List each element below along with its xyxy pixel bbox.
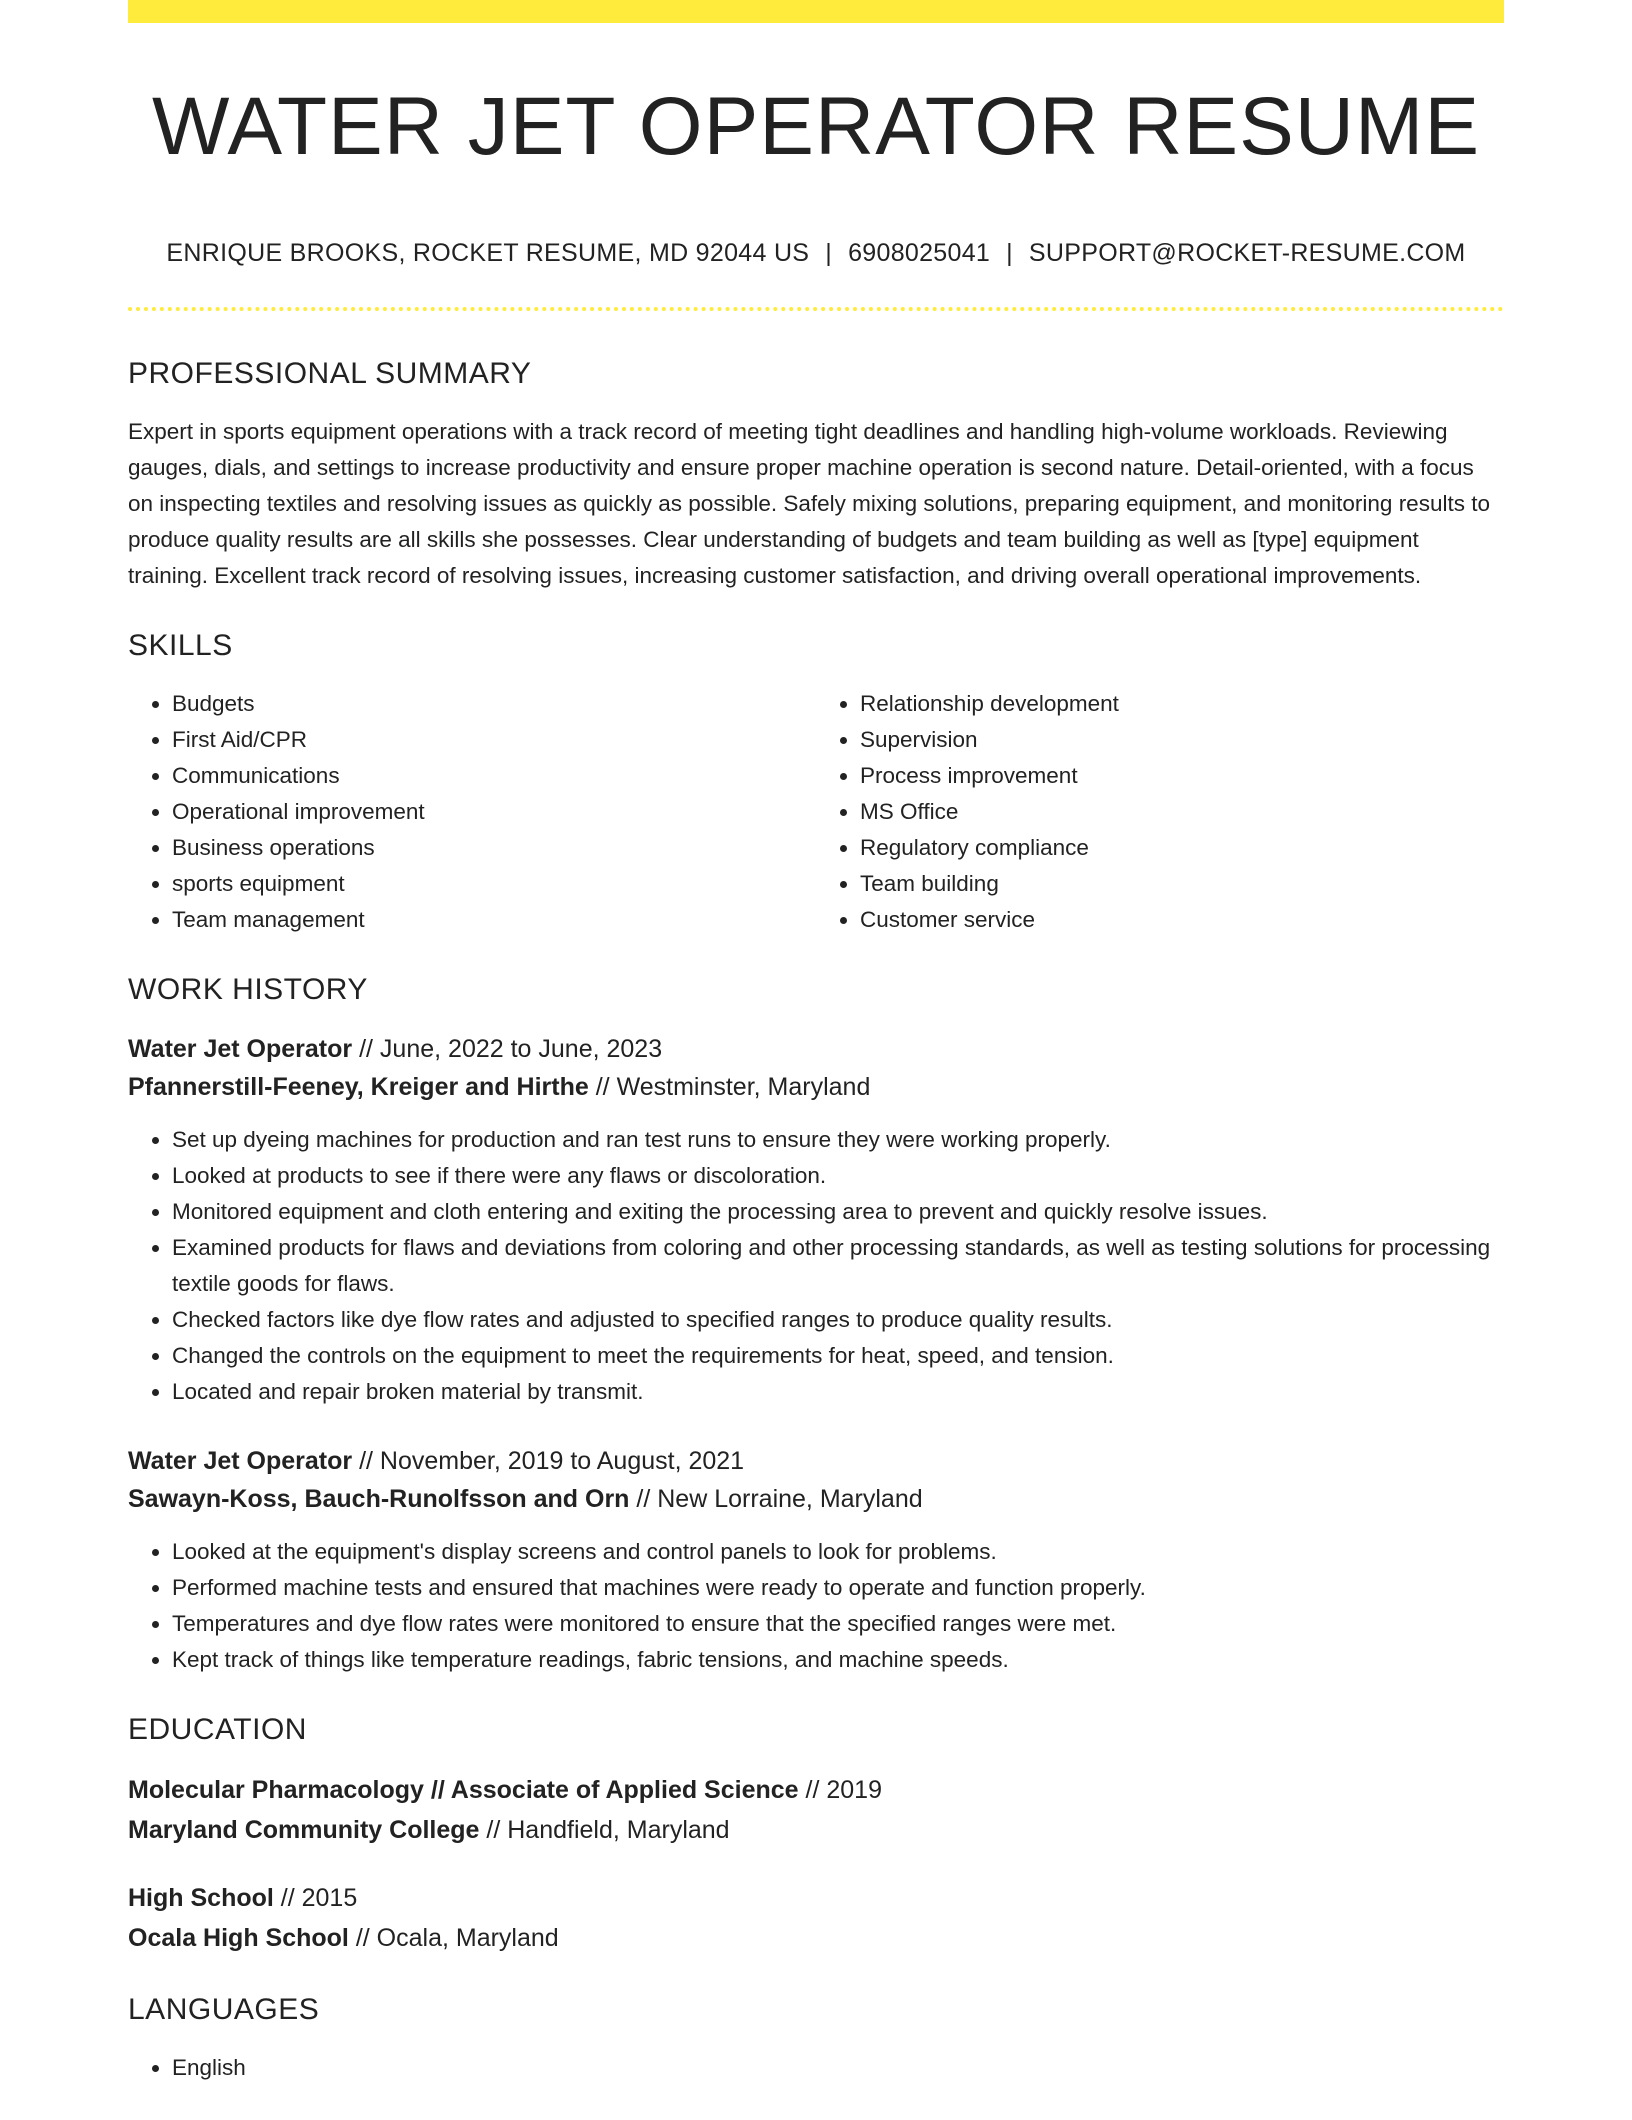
contact-separator: | bbox=[1006, 239, 1013, 267]
education-degree-line bbox=[128, 1770, 1504, 1810]
header-divider bbox=[128, 307, 1504, 311]
skill-item: • Team building bbox=[860, 866, 1504, 902]
education-year: // 2015 bbox=[280, 1884, 358, 1912]
job-duty: • Monitored equipment and cloth entering and exiting the processing area to prevent and quickly resolve issues. bbox=[172, 1194, 1504, 1230]
skill-item: • First Aid/CPR bbox=[172, 722, 816, 758]
contact-line bbox=[128, 238, 1504, 268]
job-entry bbox=[128, 1030, 1504, 1410]
top-accent-bar bbox=[128, 0, 1504, 23]
skills-heading: SKILLS bbox=[128, 629, 233, 662]
education-year: // 2019 bbox=[805, 1776, 882, 1804]
skill-item: • Regulatory compliance bbox=[860, 830, 1504, 866]
skill-item: • Relationship development bbox=[860, 686, 1504, 722]
job-duty: • Temperatures and dye flow rates were monitored to ensure that the specified ranges were met. bbox=[172, 1606, 1504, 1642]
skills-right-list bbox=[816, 686, 1504, 938]
job-company: Sawayn-Koss, Bauch-Runolfsson and Orn bbox=[128, 1485, 630, 1513]
work-history-section bbox=[128, 972, 1504, 1678]
job-duty: • Changed the controls on the equipment to meet the requirements for heat, speed, and tension. bbox=[172, 1338, 1504, 1374]
job-entry bbox=[128, 1442, 1504, 1678]
education-school-line bbox=[128, 1810, 1504, 1850]
education-entry bbox=[128, 1878, 1504, 1958]
job-company: Pfannerstill-Feeney, Kreiger and Hirthe bbox=[128, 1073, 589, 1101]
summary-section bbox=[128, 356, 1504, 594]
skill-item: • Process improvement bbox=[860, 758, 1504, 794]
job-title-line bbox=[128, 1442, 1504, 1480]
education-location: // Handfield, Maryland bbox=[486, 1816, 730, 1844]
contact-email: SUPPORT@ROCKET-RESUME.COM bbox=[1028, 239, 1466, 267]
summary-text: Expert in sports equipment operations with a track record of meeting tight deadlines and handling high-volume workloads. Reviewing gauges, dials, and settings to increase productivity and ensure proper machine operation is second nature. Detail-oriented, with a focus on inspecting textiles and resolving issues as quickly as possible. Safely mixing solutions, preparing equipment, and monitoring results to produce quality results are all skills she possesses. Clear understanding of budgets and team building as well as [type] equipment training. Excellent track record of resolving issues, increasing customer satisfaction, and driving overall operational improvements. bbox=[128, 419, 1490, 588]
skill-item: • Business operations bbox=[172, 830, 816, 866]
education-section bbox=[128, 1712, 1504, 1958]
education-heading: EDUCATION bbox=[128, 1713, 307, 1746]
education-school-line bbox=[128, 1918, 1504, 1958]
job-duty: • Kept track of things like temperature readings, fabric tensions, and machine speeds. bbox=[172, 1642, 1504, 1678]
job-dates: // June, 2022 to June, 2023 bbox=[359, 1035, 663, 1063]
job-duty: • Looked at products to see if there were any flaws or discoloration. bbox=[172, 1158, 1504, 1194]
languages-section bbox=[128, 1992, 1504, 2086]
skill-item: • Supervision bbox=[860, 722, 1504, 758]
education-school: Ocala High School bbox=[128, 1924, 349, 1952]
job-duty: • Checked factors like dye flow rates and adjusted to specified ranges to produce quality results. bbox=[172, 1302, 1504, 1338]
skills-section bbox=[128, 628, 1504, 938]
education-entry bbox=[128, 1770, 1504, 1850]
contact-address: ENRIQUE BROOKS, ROCKET RESUME, MD 92044 US bbox=[166, 239, 810, 267]
job-duties-list bbox=[128, 1122, 1504, 1410]
education-degree: Molecular Pharmacology // Associate of Applied Science bbox=[128, 1776, 799, 1804]
contact-phone: 6908025041 bbox=[848, 239, 991, 267]
resume-title: WATER JET OPERATOR RESUME bbox=[151, 81, 1481, 172]
skills-left-list bbox=[128, 686, 816, 938]
skill-item: • Budgets bbox=[172, 686, 816, 722]
skill-item: • Customer service bbox=[860, 902, 1504, 938]
education-school: Maryland Community College bbox=[128, 1816, 480, 1844]
work-history-heading: WORK HISTORY bbox=[128, 973, 368, 1006]
summary-heading: PROFESSIONAL SUMMARY bbox=[128, 357, 532, 390]
job-duty: • Located and repair broken material by transmit. bbox=[172, 1374, 1504, 1410]
job-duty: • Set up dyeing machines for production and ran test runs to ensure they were working properly. bbox=[172, 1122, 1504, 1158]
education-location: // Ocala, Maryland bbox=[355, 1924, 559, 1952]
skill-item: • Operational improvement bbox=[172, 794, 816, 830]
job-title-line bbox=[128, 1030, 1504, 1068]
language-item: • English bbox=[172, 2050, 1504, 2086]
skill-item: • sports equipment bbox=[172, 866, 816, 902]
job-location: // New Lorraine, Maryland bbox=[636, 1485, 923, 1513]
languages-heading: LANGUAGES bbox=[128, 1993, 320, 2026]
job-title: Water Jet Operator bbox=[128, 1447, 353, 1475]
skills-columns bbox=[128, 686, 1504, 938]
job-duties-list bbox=[128, 1534, 1504, 1678]
job-company-line bbox=[128, 1068, 1504, 1106]
education-degree: High School bbox=[128, 1884, 274, 1912]
skill-item: • Communications bbox=[172, 758, 816, 794]
education-degree-line bbox=[128, 1878, 1504, 1918]
resume-body bbox=[128, 356, 1504, 2120]
job-duty: • Looked at the equipment's display screens and control panels to look for problems. bbox=[172, 1534, 1504, 1570]
job-location: // Westminster, Maryland bbox=[595, 1073, 871, 1101]
skill-item: • MS Office bbox=[860, 794, 1504, 830]
job-company-line bbox=[128, 1480, 1504, 1518]
job-title: Water Jet Operator bbox=[128, 1035, 353, 1063]
job-duty: • Examined products for flaws and deviations from coloring and other processing standards, as well as testing solutions for processing textile goods for flaws. bbox=[172, 1230, 1504, 1302]
job-dates: // November, 2019 to August, 2021 bbox=[359, 1447, 745, 1475]
contact-separator: | bbox=[825, 239, 833, 267]
skill-item: • Team management bbox=[172, 902, 816, 938]
job-duty: • Performed machine tests and ensured that machines were ready to operate and function properly. bbox=[172, 1570, 1504, 1606]
languages-list bbox=[128, 2050, 1504, 2086]
